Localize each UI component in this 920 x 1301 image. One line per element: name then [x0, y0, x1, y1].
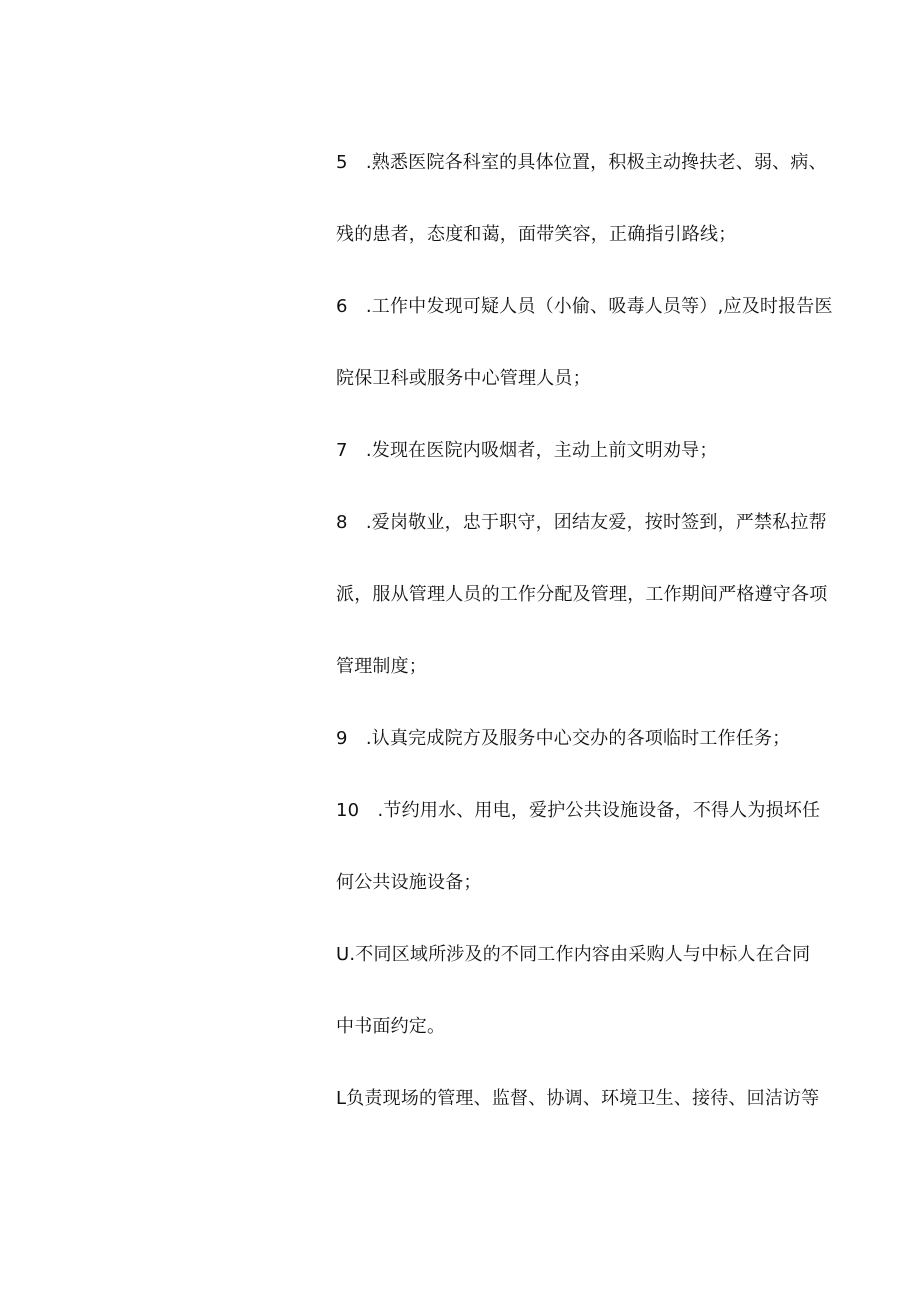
- text-line-5: 7 .发现在医院内吸烟者，主动上前文明劝导；: [336, 440, 718, 461]
- text-line-11: 何公共设施设备；: [336, 872, 482, 893]
- text-line-6: 8 .爱岗敬业，忠于职守，团结友爱，按时签到，严禁私拉帮: [336, 512, 827, 533]
- document-body: [336, 145, 833, 1117]
- text-line-8: 管理制度；: [336, 656, 427, 677]
- text-line-13: 中书面约定。: [336, 1016, 446, 1037]
- text-line-2: 残的患者，态度和蔼，面带笑容，正确指引路线；: [336, 224, 737, 245]
- text-line-7: 派，服从管理人员的工作分配及管理，工作期间严格遵守各项: [336, 584, 828, 605]
- text-line-12: U.不同区域所涉及的不同工作内容由采购人与中标人在合同: [336, 944, 811, 965]
- text-line-4: 院保卫科或服务中心管理人员；: [336, 368, 591, 389]
- text-line-10: 10 .节约用水、用电，爱护公共设施设备，不得人为损坏任: [336, 800, 821, 821]
- text-line-3: 6 .工作中发现可疑人员（小偷、吸毒人员等）,应及时报告医: [336, 296, 833, 317]
- text-line-14: L负责现场的管理、监督、协调、环境卫生、接待、回洁访等: [336, 1088, 820, 1109]
- text-line-1: 5 .熟悉医院各科室的具体位置，积极主动搀扶老、弱、病、: [336, 152, 827, 173]
- text-line-9: 9 .认真完成院方及服务中心交办的各项临时工作任务；: [336, 728, 791, 749]
